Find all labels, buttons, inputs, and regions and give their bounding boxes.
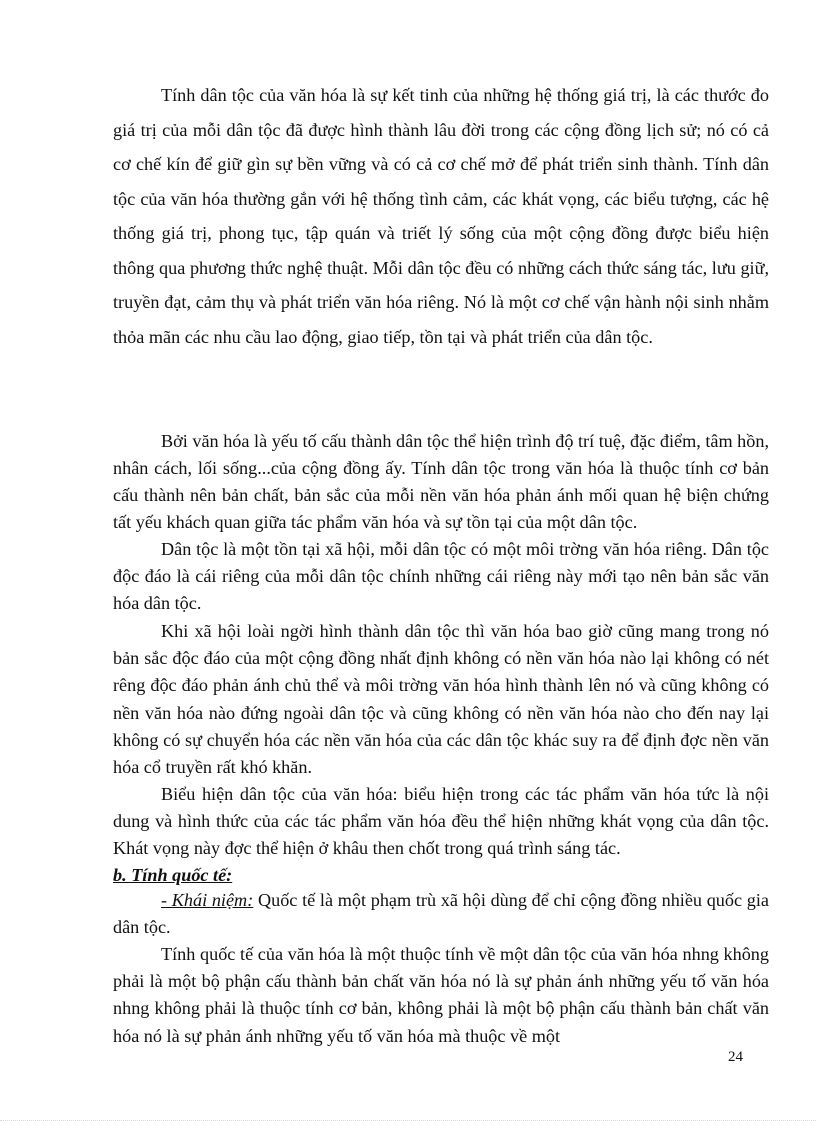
definition-term: - Khái niệm:: [161, 890, 254, 910]
paragraph-4: Khi xã hội loài ngời hình thành dân tộc thì văn hóa bao giờ cũng mang trong nó bản sắc độc đáo của một cộng đồng nhất định không có nền văn hóa nào lại không có nét rêng độc đáo phản ánh chủ thể và môi trờng văn hóa hình thành lên nó và cũng không có nền văn hóa nào đứng ngoài dân tộc và cũng không có nền văn hóa nào cho đến nay lại không có sự chuyển hóa các nền văn hóa của các dân tộc khác suy ra để định đợc nền văn hóa cổ truyền rất khó khăn.: [113, 621, 769, 778]
section-heading: b. Tính quốc tế:: [113, 865, 233, 885]
paragraph-5: Biểu hiện dân tộc của văn hóa: biểu hiện trong các tác phẩm văn hóa tức là nội dung và hình thức của các tác phẩm văn hóa đều thể hiện những khát vọng của dân tộc. Khát vọng này đợc thể hiện ở khâu then chốt trong quá trình sáng tác.: [113, 784, 769, 859]
paragraph-1: Tính dân tộc của văn hóa là sự kết tinh của những hệ thống giá trị, là các thước đo giá trị của mỗi dân tộc đã được hình thành lâu đời trong các cộng đồng lịch sử; nó có cả cơ chế kín để giữ gìn sự bền vững và có cả cơ chế mở để phát triển sinh thành. Tính dân tộc của văn hóa thường gắn với hệ thống tình cảm, các khát vọng, các biểu tượng, các hệ thống giá trị, phong tục, tập quán và triết lý sống của một cộng đồng được biểu hiện thông qua phương thức nghệ thuật. Mỗi dân tộc đều có những cách thức sáng tác, lưu giữ, truyền đạt, cảm thụ và phát triển văn hóa riêng. Nó là một cơ chế vận hành nội sinh nhằm thỏa mãn các nhu cầu lao động, giao tiếp, tồn tại và phát triển của dân tộc.: [113, 85, 769, 347]
page-number: 24: [728, 1049, 743, 1065]
paragraph-7: Tính quốc tế của văn hóa là một thuộc tính về một dân tộc của văn hóa nhng không phải là một bộ phận cấu thành bản chất văn hóa nó là sự phản ánh những yếu tố văn hóa nhng không phải là thuộc tính cơ bản, không phải là một bộ phận cấu thành bản chất văn hóa nó là sự phản ánh những yếu tố văn hóa mà thuộc về một: [113, 944, 769, 1046]
page-bottom-divider: [0, 1120, 816, 1121]
paragraph-2: Bởi văn hóa là yếu tố cấu thành dân tộc thể hiện trình độ trí tuệ, đặc điểm, tâm hồn, nhân cách, lối sống...của cộng đồng ấy. Tính dân tộc trong văn hóa là thuộc tính cơ bản cấu thành nên bản chất, bản sắc của mỗi nền văn hóa phản ánh mối quan hệ biện chứng tất yếu khách quan giữa tác phẩm văn hóa và sự tồn tại của một dân tộc.: [113, 431, 769, 532]
paragraph-3: Dân tộc là một tồn tại xã hội, mỗi dân tộc có một môi trờng văn hóa riêng. Dân tộc độc đáo là cái riêng của mỗi dân tộc chính những cái riêng này mới tạo nên bản sắc văn hóa dân tộc.: [113, 539, 769, 613]
paragraph-definition: - Khái niệm: Quốc tế là một phạm trù xã hội dùng để chỉ cộng đồng nhiều quốc gia dân tộc.: [113, 890, 769, 937]
